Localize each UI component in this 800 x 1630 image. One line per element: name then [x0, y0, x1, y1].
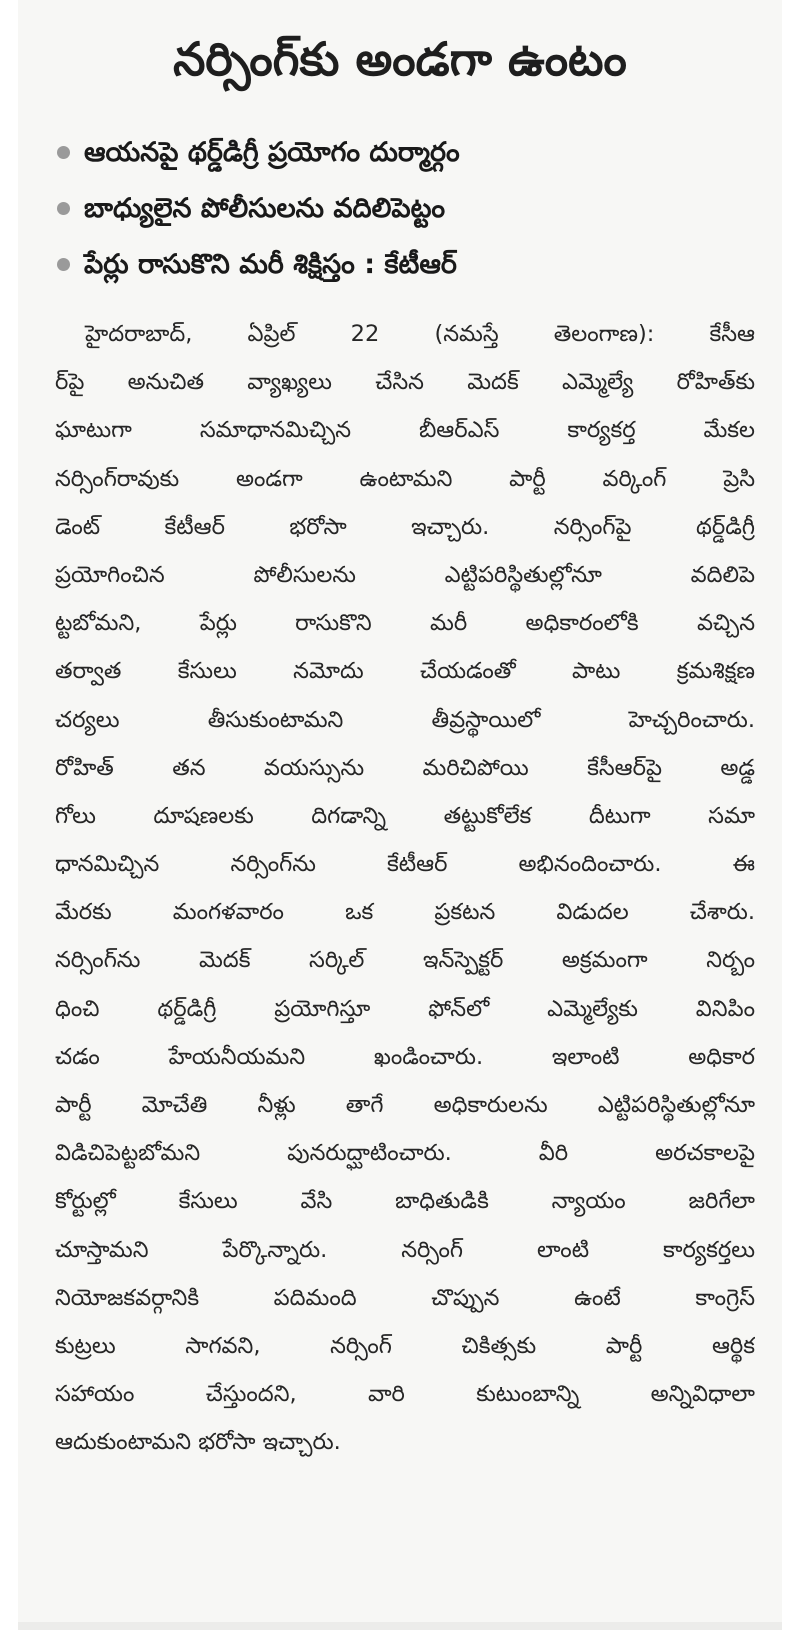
body-line: నర్సింగ్‌ను మెదక్ సర్కిల్ ఇన్‌స్పెక్టర్ అక్రమంగా నిర్బం — [55, 947, 755, 974]
body-line: చడం హేయనీయమని ఖండించారు. ఇలాంటి అధికార — [55, 1043, 755, 1070]
body-line: తర్వాత కేసులు నమోదు చేయడంతో పాటు క్రమశిక్షణ — [55, 658, 755, 685]
body-line: ర్‌పై అనుచిత వ్యాఖ్యలు చేసిన మెదక్ ఎమ్మెల్యే రోహిత్‌కు — [55, 369, 755, 396]
body-line: పార్టీ మోచేతి నీళ్లు తాగే అధికారులను ఎట్టిపరిస్థితుల్లోనూ — [55, 1092, 755, 1118]
body-line: మేరకు మంగళవారం ఒక ప్రకటన విడుదల చేశారు. — [55, 899, 755, 926]
subheading-bullet — [48, 181, 768, 237]
body-line: ఆదుకుంటామని భరోసా ఇచ్చారు. — [55, 1429, 341, 1456]
bullet-dot-icon — [57, 202, 70, 215]
body-line: చూస్తామని పేర్కొన్నారు. నర్సింగ్ లాంటి కార్యకర్తలు — [55, 1236, 755, 1263]
body-line: చర్యలు తీసుకుంటామని తీవ్రస్థాయిలో హెచ్చరించారు. — [55, 706, 755, 733]
article-headline: నర్సింగ్‌కు అండగా ఉంటం — [173, 32, 627, 86]
body-line: ధానమిచ్చిన నర్సింగ్‌ను కేటీఆర్ అభినందించారు. ఈ — [55, 851, 755, 878]
article-body — [55, 310, 755, 1467]
body-line: కోర్టుల్లో కేసులు వేసి బాధితుడికి న్యాయం జరిగేలా — [55, 1188, 755, 1215]
subheading-bullet — [48, 125, 768, 181]
subheading-text: ఆయనపై థర్డ్‌డిగ్రీ ప్రయోగం దుర్మార్గం — [84, 137, 460, 168]
subheading-bullet-list — [48, 125, 768, 293]
body-line: రోహిత్ తన వయస్సును మరిచిపోయి కేసీఆర్‌పై అడ్డ — [55, 754, 755, 781]
body-line: కుట్రలు సాగవని, నర్సింగ్ చికిత్సకు పార్టీ ఆర్థిక — [55, 1332, 755, 1359]
bullet-dot-icon — [57, 146, 70, 159]
bullet-dot-icon — [57, 258, 70, 271]
body-line: డెంట్ కేటీఆర్ భరోసా ఇచ్చారు. నర్సింగ్‌పై థర్డ్‌డిగ్రీ — [55, 513, 755, 540]
subheading-bullet — [48, 237, 768, 293]
body-line: నియోజకవర్గానికి పదిమంది చొప్పున ఉంటే కాంగ్రెస్ — [55, 1284, 755, 1311]
body-line: ప్రయోగించిన పోలీసులను ఎట్టిపరిస్థితుల్లోనూ వదిలిపె — [55, 561, 755, 588]
body-line: ఘాటుగా సమాధానమిచ్చిన బీఆర్‌ఎస్ కార్యకర్త మేకల — [55, 417, 755, 444]
body-line: గోలు దూషణలకు దిగడాన్ని తట్టుకోలేక దీటుగా సమా — [55, 802, 755, 829]
body-line: ధించి థర్డ్‌డిగ్రీ ప్రయోగిస్తూ ఫోన్‌లో ఎమ్మెల్యేకు వినిపిం — [55, 995, 755, 1022]
body-line: సహాయం చేస్తుందని, వారి కుటుంబాన్ని అన్నివిధాలా — [55, 1381, 755, 1408]
body-line: విడిచిపెట్టబోమని పునరుద్ఘాటించారు. వీరి అరచకాలపై — [55, 1140, 755, 1167]
body-line: హైదరాబాద్, ఏప్రిల్ 22 (నమస్తే తెలంగాణ): కేసీఆ — [85, 321, 755, 347]
body-line: ట్టబోమని, పేర్లు రాసుకొని మరీ అధికారంలోకి వచ్చిన — [55, 610, 755, 637]
subheading-text: బాధ్యులైన పోలీసులను వదిలిపెట్టం — [84, 193, 446, 224]
body-line: నర్సింగ్‌రావుకు అండగా ఉంటామని పార్టీ వర్కింగ్ ప్రెసి — [55, 465, 755, 492]
subheading-text: పేర్లు రాసుకొని మరీ శిక్షిస్తం : కేటీఆర్ — [84, 249, 457, 280]
